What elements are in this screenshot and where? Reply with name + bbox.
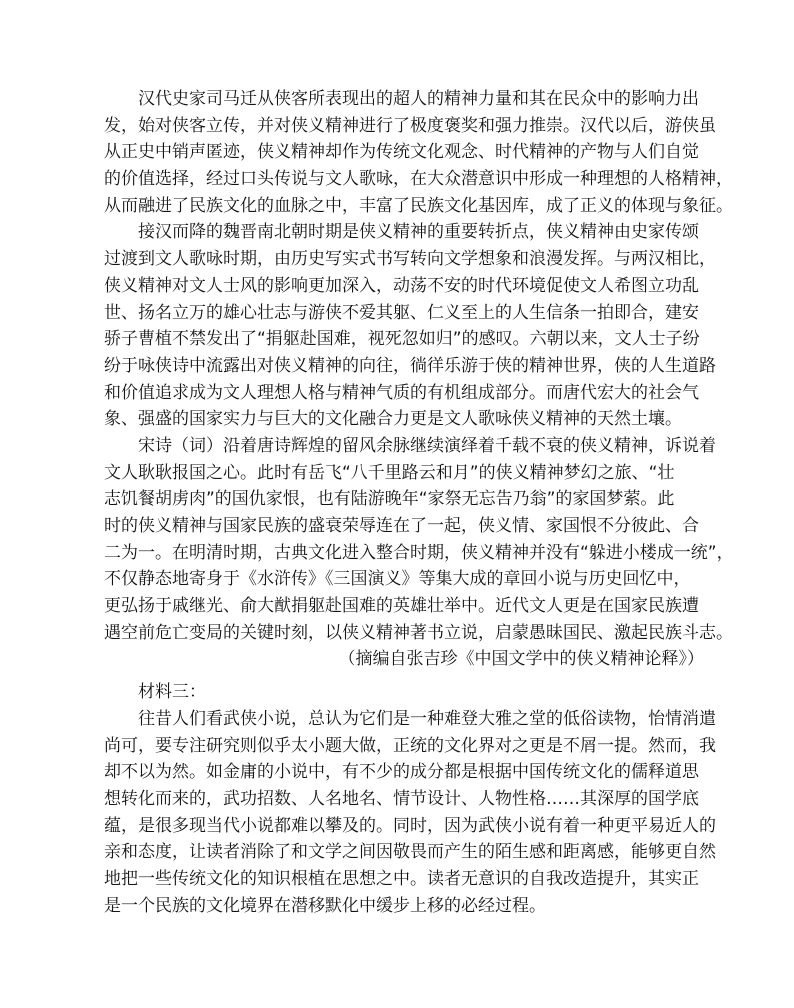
paragraph-line: 宋诗（词）沿着唐诗辉煌的留风余脉继续演绎着千载不衰的侠义精神，诉说着 xyxy=(138,435,716,456)
paragraph-line: 遇空前危亡变局的关键时刻，以侠义精神著书立说，启蒙愚昧国民、激起民族斗志。 xyxy=(104,622,733,643)
material-paragraph xyxy=(104,706,716,920)
paragraph-line: 的价值选择，经过口头传说与文人歌咏，在大众潜意识中形成一种理想的人格精神， xyxy=(104,169,733,190)
paragraph-line: 二为一。在明清时期，古典文化进入整合时期，侠义精神并没有“躲进小楼成一统”， xyxy=(104,542,734,563)
paragraph-line: 亲和态度，让读者消除了和文学之间因敬畏而产生的陌生感和距离感，能够更自然 xyxy=(104,842,716,863)
paragraph-line: 蕴，是很多现当代小说都难以攀及的。同时，因为武侠小说有着一种更平易近人的 xyxy=(104,815,716,836)
paragraph-line: 更弘扬于戚继光、俞大猷捐躯赴国难的英雄壮举中。近代文人更是在国家民族遭 xyxy=(104,596,699,617)
document-body xyxy=(104,86,734,919)
paragraph-line: 世、扬名立万的雄心壮志与游侠不爱其躯、仁义至上的人生信条一拍即合，建安 xyxy=(104,302,699,323)
paragraph-line: 不仅静态地寄身于《水浒传》《三国演义》等集大成的章回小说与历史回忆中， xyxy=(104,569,691,590)
paragraph-line: 象、强盛的国家实力与巨大的文化融合力更是文人歌咏侠义精神的天然土壤。 xyxy=(104,409,682,430)
paragraph-line: 时的侠义精神与国家民族的盛衰荣辱连在了一起，侠义情、家国恨不分彼此、合 xyxy=(104,516,699,536)
paragraph-line: 接汉而降的魏晋南北朝时期是侠义精神的重要转折点，侠义精神由史家传颂 xyxy=(138,222,699,243)
paragraph-line: 和价值追求成为文人理想人格与精神气质的有机组成部分。而唐代宏大的社会气 xyxy=(104,382,699,403)
paragraph-line: 地把一些传统文化的知识根植在思想之中。读者无意识的自我改造提升，其实正 xyxy=(104,868,699,889)
material-heading: 材料三： xyxy=(138,682,206,703)
paragraph-line: 纷于咏侠诗中流露出对侠义精神的向往，徜徉乐游于侠的精神世界，侠的人生道路 xyxy=(104,355,716,376)
paragraph-1 xyxy=(104,86,733,219)
paragraph-line: 是一个民族的文化境界在潜移默化中缓步上移的必经过程。 xyxy=(104,895,546,916)
paragraph-line: 却不以为然。如金庸的小说中，有不少的成分都是根据中国传统文化的儒释道思 xyxy=(104,762,699,783)
paragraph-line: 想转化而来的，武功招数、人名地名、情节设计、人物性格……其深厚的国学底 xyxy=(104,788,699,809)
paragraph-line: 从而融进了民族文化的血脉之中，丰富了民族文化基因库，成了正义的体现与象征。 xyxy=(104,195,733,216)
paragraph-line: 汉代史家司马迁从侠客所表现出的超人的精神力量和其在民众中的影响力出 xyxy=(138,89,699,109)
paragraph-line: 过渡到文人歌咏时期，由历史写实式书写转向文学想象和浪漫发挥。与两汉相比， xyxy=(104,249,716,270)
paragraph-line: 发，始对侠客立传，并对侠义精神进行了极度褒奖和强力推崇。汉代以后，游侠虽 xyxy=(104,115,716,136)
paragraph-line: 侠义精神对文人士风的影响更加深入，动荡不安的时代环境促使文人希图立功乱 xyxy=(104,275,699,296)
paragraph-3 xyxy=(104,433,734,647)
paragraph-line: 尚可，要专注研究则似乎太小题大做，正统的文化界对之更是不屑一提。然而，我 xyxy=(104,735,716,756)
paragraph-line: 文人耿耿报国之心。此时有岳飞“八千里路云和月”的侠义精神梦幻之旅、“壮 xyxy=(104,462,675,483)
paragraph-line: 志饥餐胡虏肉”的国仇家恨，也有陆游晚年“家祭无忘告乃翁”的家国梦萦。此 xyxy=(104,489,675,510)
paragraph-2 xyxy=(104,219,716,433)
paragraph-line: 往昔人们看武侠小说，总认为它们是一种难登大雅之堂的低俗读物，怡情消遣 xyxy=(138,708,716,729)
paragraph-line: 从正史中销声匿迹，侠义精神却作为传统文化观念、时代精神的产物与人们自觉 xyxy=(104,142,699,163)
source-citation: （摘编自张吉珍《中国文学中的侠义精神论释》） xyxy=(338,649,704,670)
paragraph-line: 骄子曹植不禁发出了“捐躯赴国难，视死忽如归”的感叹。六朝以来，文人士子纷 xyxy=(104,329,700,350)
